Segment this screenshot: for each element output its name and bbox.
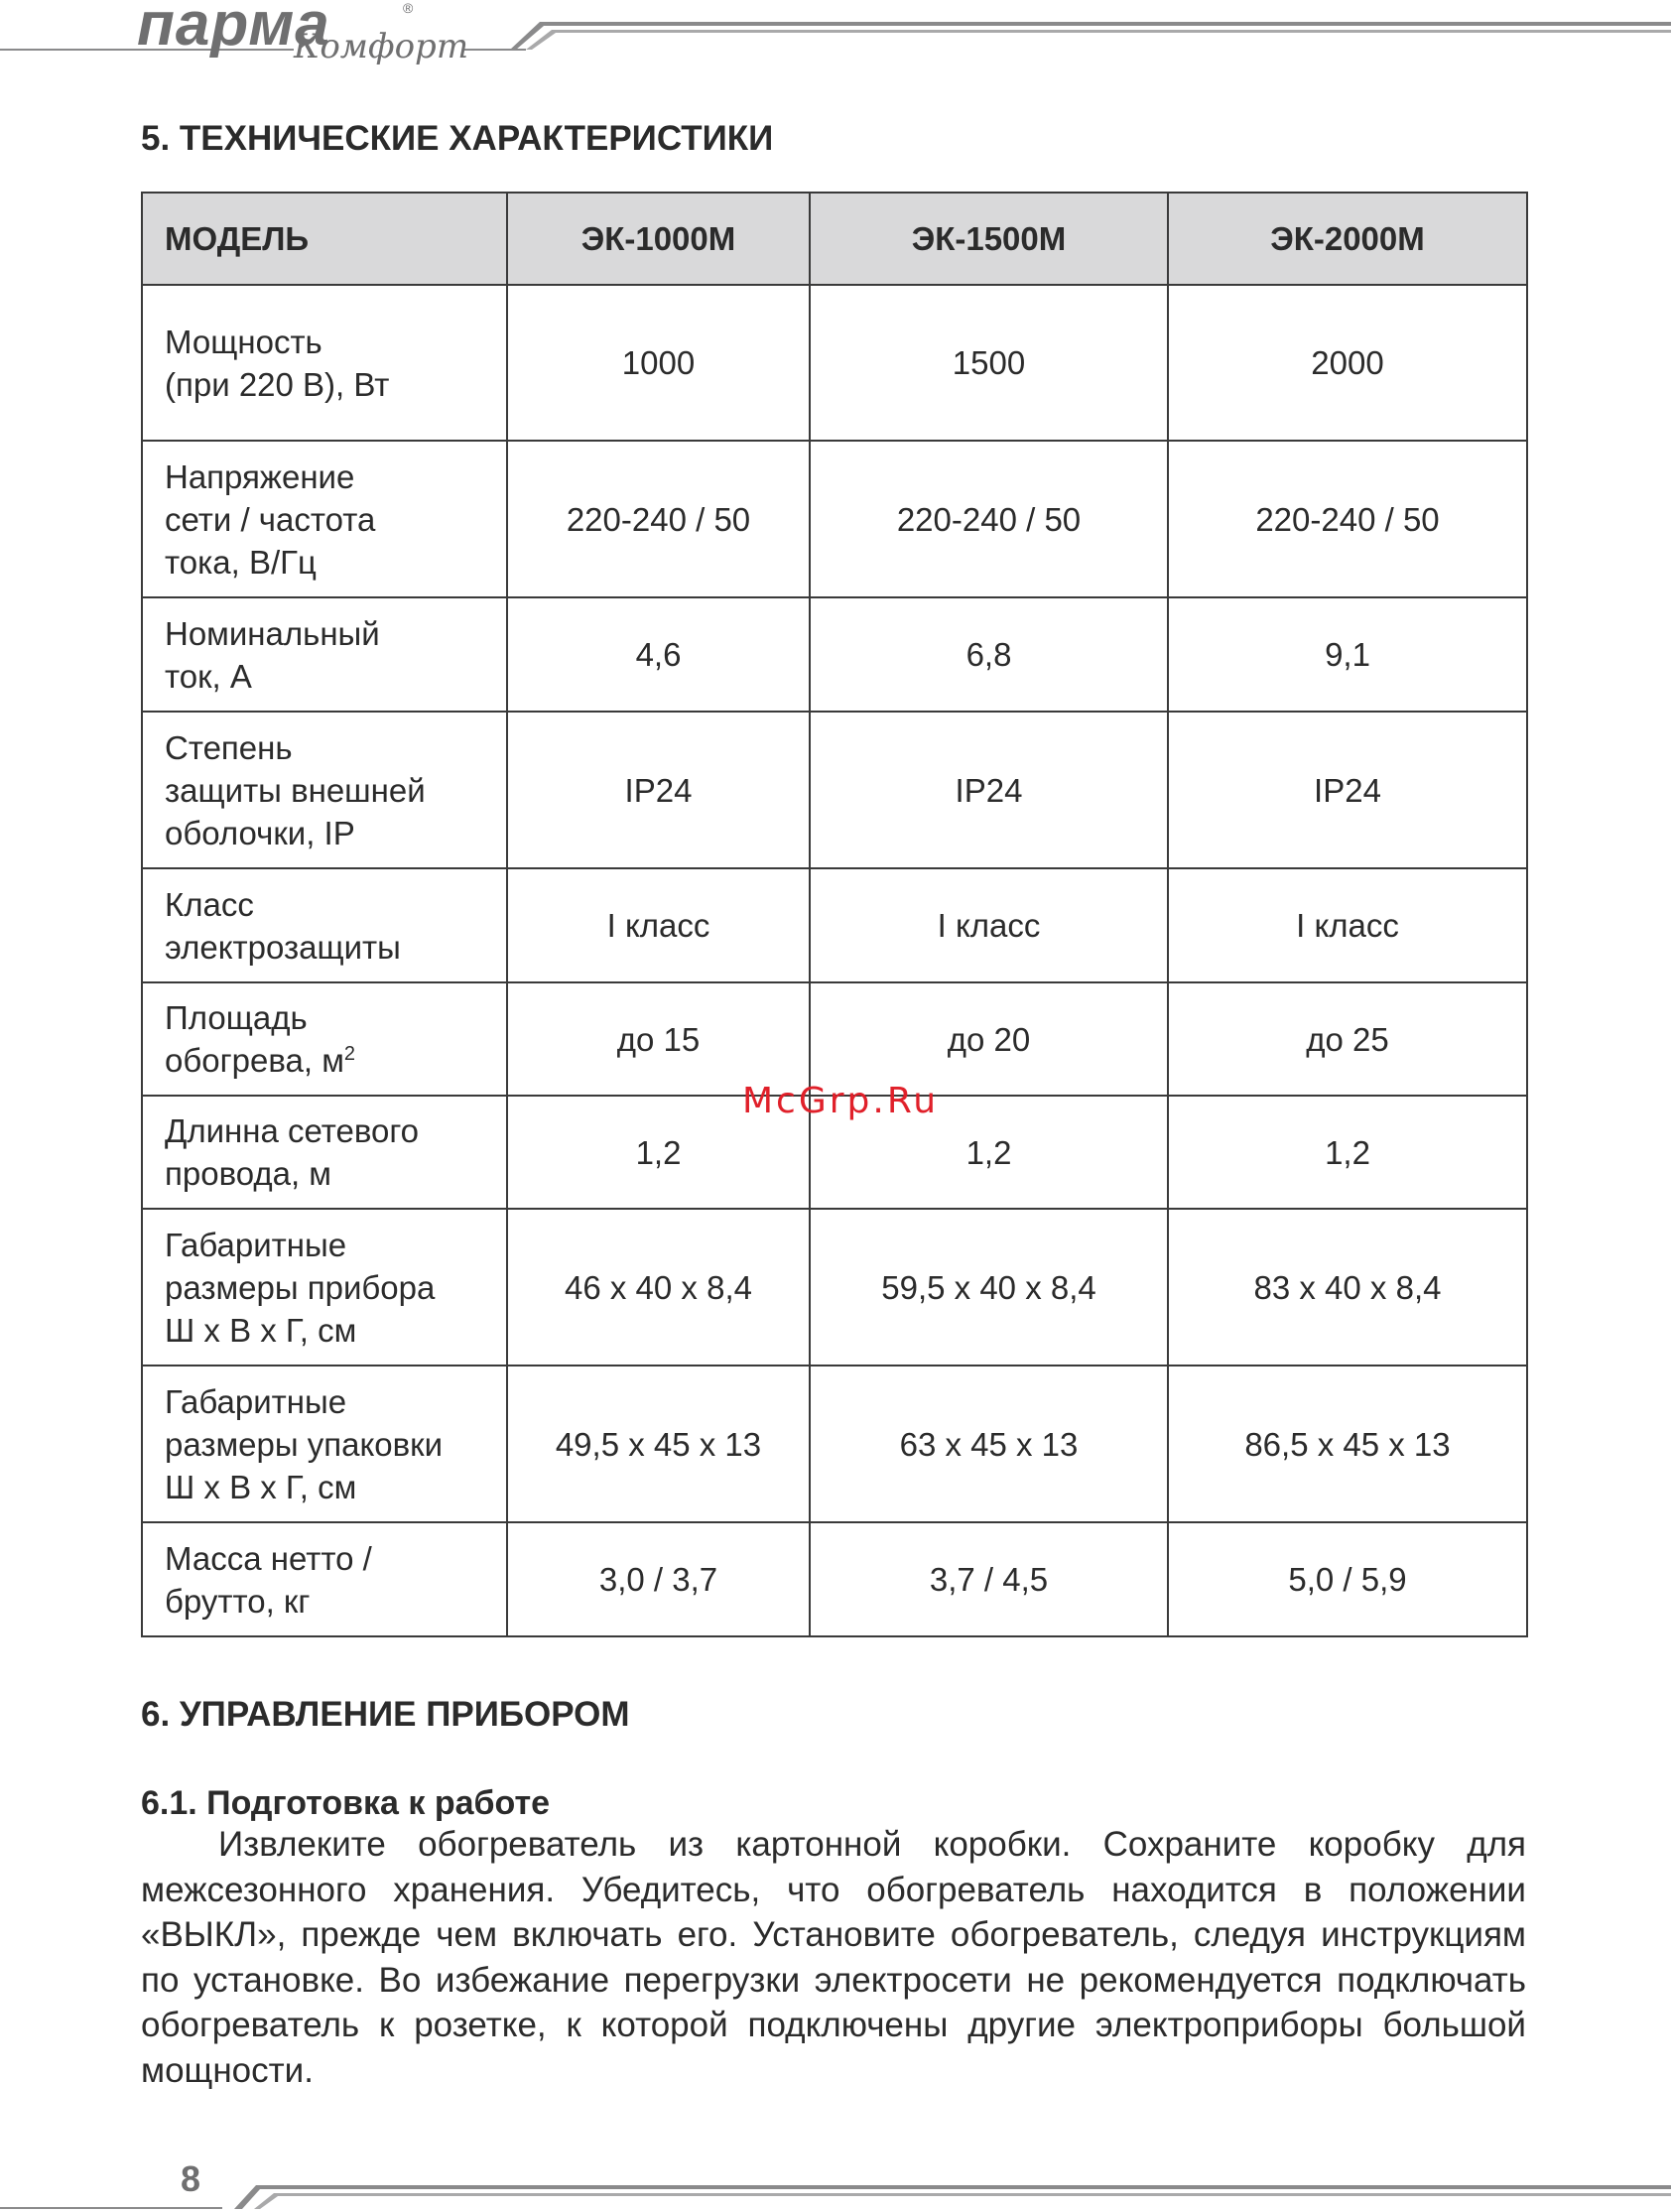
table-cell: IP24	[1168, 712, 1527, 868]
header-cell-ek1500: ЭК-1500М	[810, 193, 1168, 285]
table-cell: IP24	[507, 712, 810, 868]
table-cell: 1,2	[810, 1096, 1168, 1209]
table-cell: до 25	[1168, 982, 1527, 1096]
table-cell: 4,6	[507, 597, 810, 712]
table-cell: 9,1	[1168, 597, 1527, 712]
table-cell: 220-240 / 50	[810, 441, 1168, 597]
header-cell-ek2000: ЭК-2000М	[1168, 193, 1527, 285]
table-row	[142, 441, 1527, 597]
table-cell: 1,2	[1168, 1096, 1527, 1209]
table-row	[142, 285, 1527, 441]
table-header-row	[142, 193, 1527, 285]
table-row	[142, 597, 1527, 712]
preparation-paragraph: Извлеките обогреватель из картонной коробки. Сохраните коробку для межсезонного хранения. Убедитесь, что обогреватель находится в положении «ВЫКЛ», прежде чем включать его. Установите обогреватель, следуя инструкциям по установке. Во избежание перегрузки электросети не рекомендуется подключать обогреватель к розетке, к которой подключены другие электроприборы большой мощности.	[141, 1825, 1526, 2090]
table-cell: до 15	[507, 982, 810, 1096]
section-title-control: 6. УПРАВЛЕНИЕ ПРИБОРОМ	[141, 1695, 630, 1734]
header-cell-ek1000: ЭК-1000М	[507, 193, 810, 285]
page-number: 8	[181, 2158, 201, 2199]
table-cell: 83 х 40 х 8,4	[1168, 1209, 1527, 1366]
row-label-dimensions: Габаритные размеры прибора Ш х В х Г, см	[142, 1209, 507, 1366]
row-label-current: Номинальный ток, А	[142, 597, 507, 712]
specs-table	[141, 192, 1528, 1637]
row-label-protection: Степень защиты внешней оболочки, IP	[142, 712, 507, 868]
brand-subtitle: Комфорт	[294, 27, 469, 66]
table-cell: I класс	[810, 868, 1168, 982]
row-label-package: Габаритные размеры упаковки Ш х В х Г, см	[142, 1366, 507, 1522]
table-cell: 220-240 / 50	[507, 441, 810, 597]
table-cell: 2000	[1168, 285, 1527, 441]
row-label-power: Мощность (при 220 В), Вт	[142, 285, 507, 441]
table-cell: 1,2	[507, 1096, 810, 1209]
header-cell-model: МОДЕЛЬ	[142, 193, 507, 285]
table-cell: 220-240 / 50	[1168, 441, 1527, 597]
table-cell: 3,0 / 3,7	[507, 1522, 810, 1636]
table-row	[142, 982, 1527, 1096]
table-row	[142, 1522, 1527, 1636]
section-title-specs: 5. ТЕХНИЧЕСКИЕ ХАРАКТЕРИСТИКИ	[141, 119, 774, 158]
table-cell: 1500	[810, 285, 1168, 441]
brand-logo: парма	[137, 0, 330, 59]
table-cell: 46 х 40 х 8,4	[507, 1209, 810, 1366]
registered-mark: ®	[403, 0, 414, 16]
table-cell: 59,5 х 40 х 8,4	[810, 1209, 1168, 1366]
table-row	[142, 868, 1527, 982]
table-row	[142, 712, 1527, 868]
row-label-weight: Масса нетто / брутто, кг	[142, 1522, 507, 1636]
table-row	[142, 1209, 1527, 1366]
table-cell: IP24	[810, 712, 1168, 868]
table-cell: 1000	[507, 285, 810, 441]
table-cell: до 20	[810, 982, 1168, 1096]
table-cell: 6,8	[810, 597, 1168, 712]
row-label-voltage: Напряжение сети / частота тока, В/Гц	[142, 441, 507, 597]
table-cell: 3,7 / 4,5	[810, 1522, 1168, 1636]
table-cell: I класс	[507, 868, 810, 982]
row-label-class: Класс электрозащиты	[142, 868, 507, 982]
watermark: McGrp.Ru	[742, 1081, 940, 1121]
table-cell: I класс	[1168, 868, 1527, 982]
page-header	[0, 0, 1671, 79]
row-label-area: Площадь обогрева, $м^2$	[142, 982, 507, 1096]
footer-lines	[0, 2173, 1671, 2212]
row-label-cable: Длинна сетевого провода, м	[142, 1096, 507, 1209]
table-cell: 5,0 / 5,9	[1168, 1522, 1527, 1636]
table-cell: 86,5 х 45 х 13	[1168, 1366, 1527, 1522]
table-cell: 49,5 х 45 х 13	[507, 1366, 810, 1522]
table-cell: 63 х 45 х 13	[810, 1366, 1168, 1522]
subsection-title-preparation: 6.1. Подготовка к работе	[141, 1784, 551, 1822]
table-row	[142, 1366, 1527, 1522]
